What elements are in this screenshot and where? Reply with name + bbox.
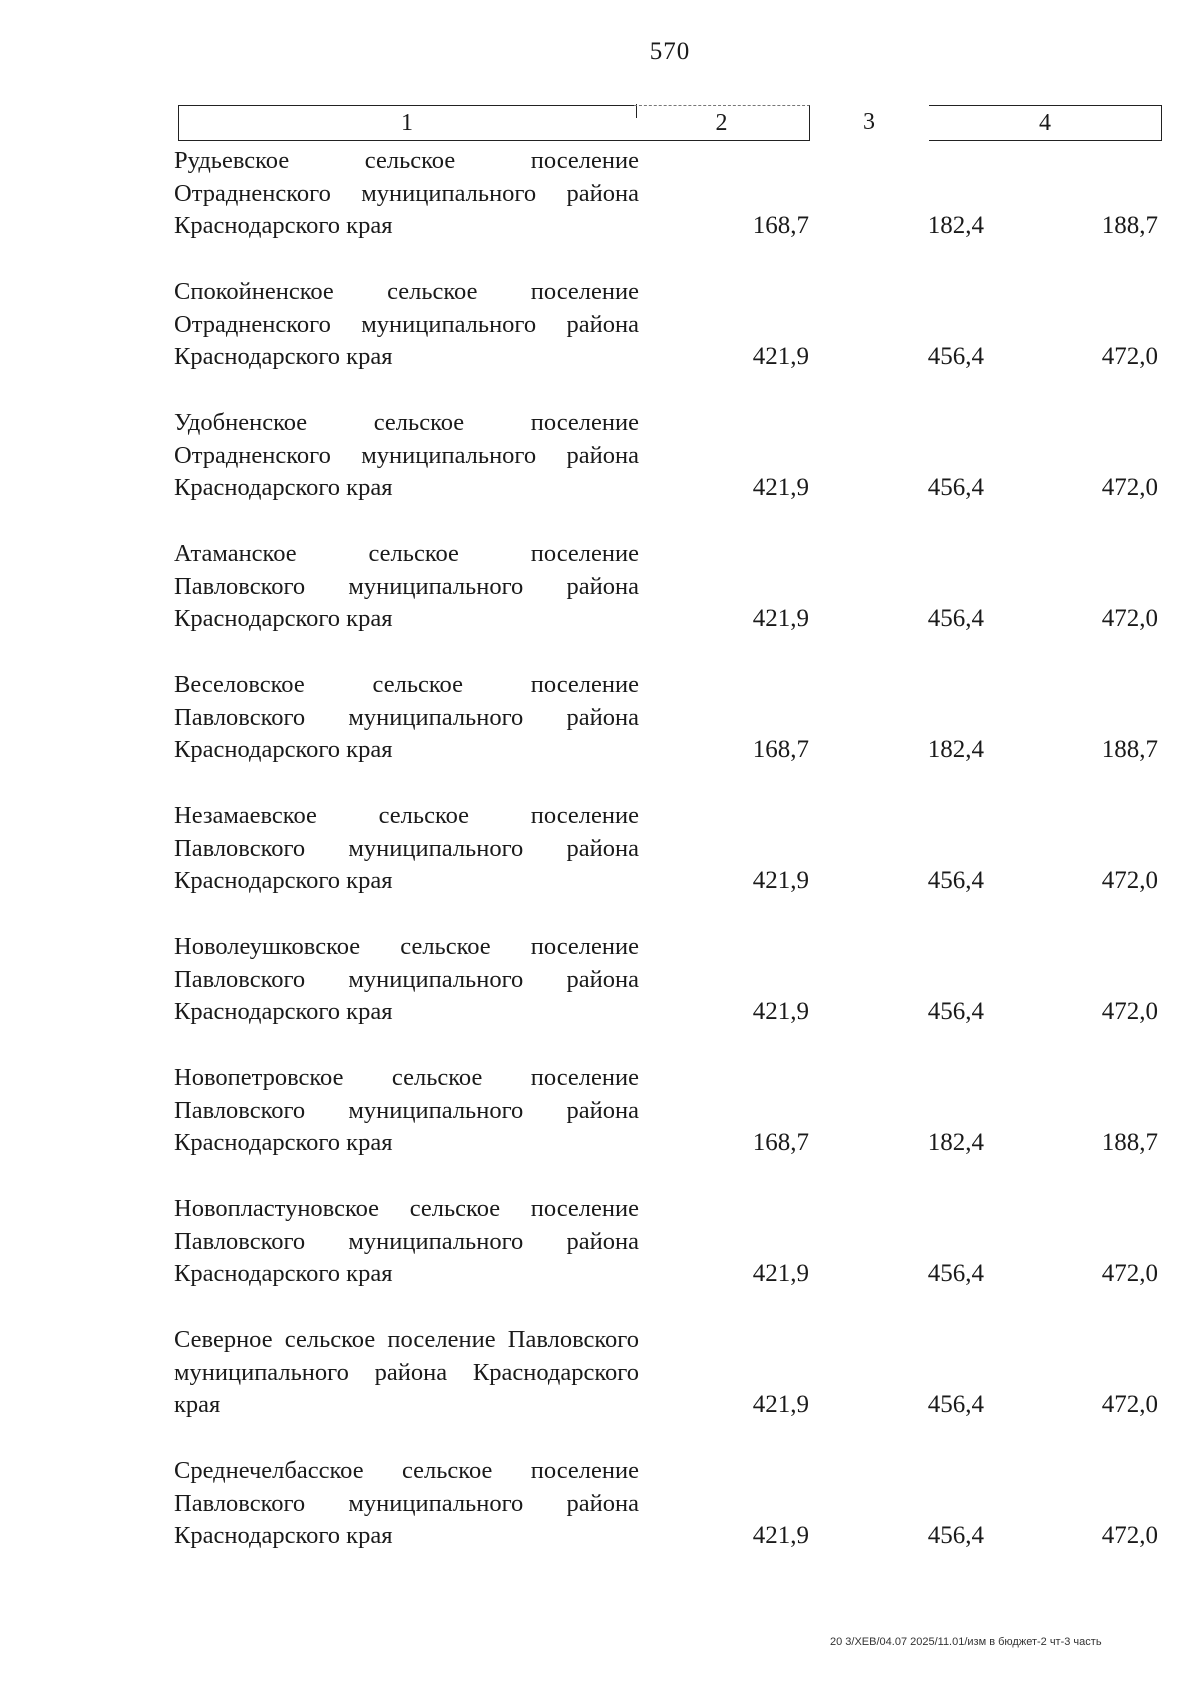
table-row (174, 1324, 1164, 1455)
value-col-3: 456,4 (927, 1391, 984, 1418)
value-col-2: 421,9 (752, 605, 809, 632)
value-col-4: 188,7 (1101, 1129, 1158, 1156)
settlement-name: Среднечелбасское сельское поселение Павловского муниципального района Краснодарского края (174, 1457, 639, 1549)
settlement-name: Атаманское сельское поселение Павловского муниципального района Краснодарского края (174, 540, 639, 632)
settlement-name: Новопластуновское сельское поселение Павловского муниципального района Краснодарского края (174, 1195, 639, 1287)
settlement-name: Спокойненское сельское поселение Отрадненского муниципального района Краснодарского края (174, 278, 639, 370)
table-row (174, 276, 1164, 407)
header-col-4: 4 (929, 105, 1162, 141)
value-col-3: 182,4 (927, 1129, 984, 1156)
value-col-3: 182,4 (927, 212, 984, 239)
table-body (174, 145, 1164, 1586)
value-col-4: 472,0 (1101, 605, 1158, 632)
page-number: 570 (649, 38, 691, 65)
value-col-3: 456,4 (927, 343, 984, 370)
value-col-2: 168,7 (752, 212, 809, 239)
settlement-name: Новопетровское сельское поселение Павловского муниципального района Краснодарского края (174, 1064, 639, 1156)
value-col-2: 421,9 (752, 474, 809, 501)
document-footer: 20 3/XEB/04.07 2025/11.01/изм в бюджет-2 чт-3 часть (830, 1636, 1102, 1648)
value-col-3: 456,4 (927, 1260, 984, 1287)
value-col-4: 472,0 (1101, 343, 1158, 370)
value-col-4: 188,7 (1101, 736, 1158, 763)
value-col-3: 456,4 (927, 605, 984, 632)
table-row (174, 407, 1164, 538)
settlement-name: Удобненское сельское поселение Отрадненского муниципального района Краснодарского края (174, 409, 639, 501)
table-row (174, 538, 1164, 669)
table-row (174, 1193, 1164, 1324)
value-col-4: 472,0 (1101, 1260, 1158, 1287)
table-header (178, 105, 1161, 141)
value-col-3: 182,4 (927, 736, 984, 763)
value-col-4: 472,0 (1101, 998, 1158, 1025)
value-col-3: 456,4 (927, 474, 984, 501)
value-col-4: 472,0 (1101, 474, 1158, 501)
settlement-name: Северное сельское поселение Павловского муниципального района Краснодарского края (174, 1326, 639, 1418)
value-col-3: 456,4 (927, 998, 984, 1025)
settlement-name: Веселовское сельское поселение Павловского муниципального района Краснодарского края (174, 671, 639, 763)
value-col-2: 421,9 (752, 1391, 809, 1418)
value-col-2: 168,7 (752, 1129, 809, 1156)
table-row (174, 931, 1164, 1062)
value-col-2: 421,9 (752, 343, 809, 370)
value-col-2: 421,9 (752, 998, 809, 1025)
header-col-1: 1 (178, 105, 635, 141)
table-row (174, 145, 1164, 276)
settlement-name: Рудьевское сельское поселение Отрадненского муниципального района Краснодарского края (174, 147, 639, 239)
value-col-4: 472,0 (1101, 1391, 1158, 1418)
value-col-3: 456,4 (927, 867, 984, 894)
table-row (174, 800, 1164, 931)
value-col-4: 472,0 (1101, 867, 1158, 894)
value-col-2: 421,9 (752, 1260, 809, 1287)
header-col-2: 2 (634, 105, 810, 141)
value-col-3: 456,4 (927, 1522, 984, 1549)
header-col-3: 3 (863, 109, 875, 135)
value-col-2: 168,7 (752, 736, 809, 763)
value-col-2: 421,9 (752, 867, 809, 894)
settlement-name: Новолеушковское сельское поселение Павловского муниципального района Краснодарского края (174, 933, 639, 1025)
value-col-2: 421,9 (752, 1522, 809, 1549)
table-row (174, 1455, 1164, 1586)
table-row (174, 1062, 1164, 1193)
settlement-name: Незамаевское сельское поселение Павловского муниципального района Краснодарского края (174, 802, 639, 894)
value-col-4: 472,0 (1101, 1522, 1158, 1549)
value-col-4: 188,7 (1101, 212, 1158, 239)
table-row (174, 669, 1164, 800)
